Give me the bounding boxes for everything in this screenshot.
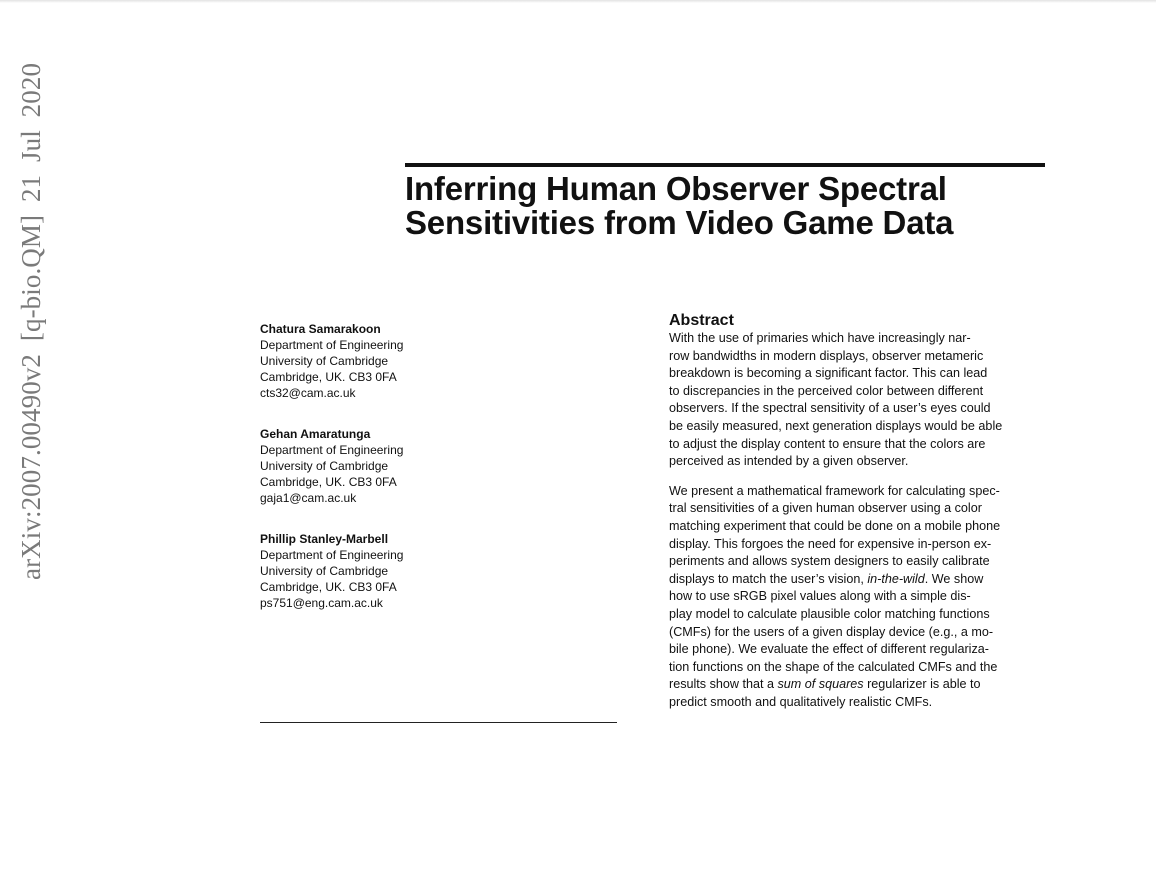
abstract-emphasis: sum of squares — [777, 677, 864, 692]
abstract-text: regularizer is able to — [863, 677, 981, 692]
paper-title — [405, 172, 1045, 240]
page-top-shade — [0, 0, 1156, 3]
abstract-text: displays to match the user’s vision, — [669, 571, 868, 586]
abstract-line — [669, 571, 1049, 589]
abstract-line: We present a mathematical framework for calculating spec- — [669, 483, 1000, 498]
abstract-line: display. This forgoes the need for expensive in-person ex- — [669, 536, 992, 551]
author-list — [260, 321, 590, 636]
abstract-line: breakdown is becoming a significant factor. This can lead — [669, 366, 988, 381]
author-university: University of Cambridge — [260, 354, 389, 368]
abstract-line: observers. If the spectral sensitivity of a user’s eyes could — [669, 401, 991, 416]
author-university: University of Cambridge — [260, 564, 389, 578]
abstract-line: perceived as intended by a given observer. — [669, 454, 909, 469]
author-block — [260, 531, 590, 611]
author-name: Phillip Stanley-Marbell — [260, 532, 389, 546]
abstract-text: results show that a — [669, 677, 778, 692]
author-university: University of Cambridge — [260, 459, 389, 473]
title-rule — [405, 163, 1045, 167]
author-address: Cambridge, UK. CB3 0FA — [260, 580, 397, 594]
abstract-line: be easily measured, next generation displays would be able — [669, 418, 1003, 433]
abstract-line: row bandwidths in modern displays, observer metameric — [669, 348, 984, 363]
abstract-paragraph — [669, 483, 1049, 712]
paper-title-line: Sensitivities from Video Game Data — [405, 204, 954, 241]
author-block — [260, 426, 590, 506]
abstract-line: matching experiment that could be done on a mobile phone — [669, 518, 1001, 533]
author-name: Gehan Amaratunga — [260, 427, 371, 441]
paper-title-line: Inferring Human Observer Spectral — [405, 170, 947, 207]
author-department: Department of Engineering — [260, 338, 404, 352]
abstract-line: predict smooth and qualitatively realistic CMFs. — [669, 694, 933, 709]
abstract-section — [669, 312, 1049, 711]
author-block — [260, 321, 590, 401]
abstract-line: tion functions on the shape of the calculated CMFs and the — [669, 659, 998, 674]
author-email: cts32@cam.ac.uk — [260, 386, 356, 400]
abstract-line: to adjust the display content to ensure that the colors are — [669, 436, 986, 451]
abstract-line: periments and allows system designers to easily calibrate — [669, 554, 990, 569]
author-email: gaja1@cam.ac.uk — [260, 491, 357, 505]
abstract-paragraph — [669, 330, 1049, 471]
author-address: Cambridge, UK. CB3 0FA — [260, 475, 397, 489]
abstract-emphasis: in-the-wild — [867, 571, 925, 586]
abstract-line — [669, 676, 1049, 694]
author-name: Chatura Samarakoon — [260, 322, 381, 336]
abstract-line: how to use sRGB pixel values along with a simple dis- — [669, 589, 971, 604]
footnote-rule — [260, 722, 617, 723]
abstract-heading: Abstract — [669, 312, 734, 329]
author-address: Cambridge, UK. CB3 0FA — [260, 370, 397, 384]
abstract-line: bile phone). We evaluate the effect of different regulariza- — [669, 642, 989, 657]
arxiv-stamp: arXiv:2007.00490v2 [q-bio.QM] 21 Jul 2020 — [16, 62, 46, 580]
abstract-line: With the use of primaries which have increasingly nar- — [669, 331, 971, 345]
abstract-line: to discrepancies in the perceived color between different — [669, 383, 984, 398]
abstract-line: play model to calculate plausible color matching functions — [669, 606, 990, 621]
abstract-text: . We show — [924, 571, 984, 586]
abstract-line: tral sensitivities of a given human observer using a color — [669, 501, 982, 516]
author-department: Department of Engineering — [260, 548, 404, 562]
abstract-line: (CMFs) for the users of a given display device (e.g., a mo- — [669, 624, 994, 639]
author-department: Department of Engineering — [260, 443, 404, 457]
author-email: ps751@eng.cam.ac.uk — [260, 596, 383, 610]
